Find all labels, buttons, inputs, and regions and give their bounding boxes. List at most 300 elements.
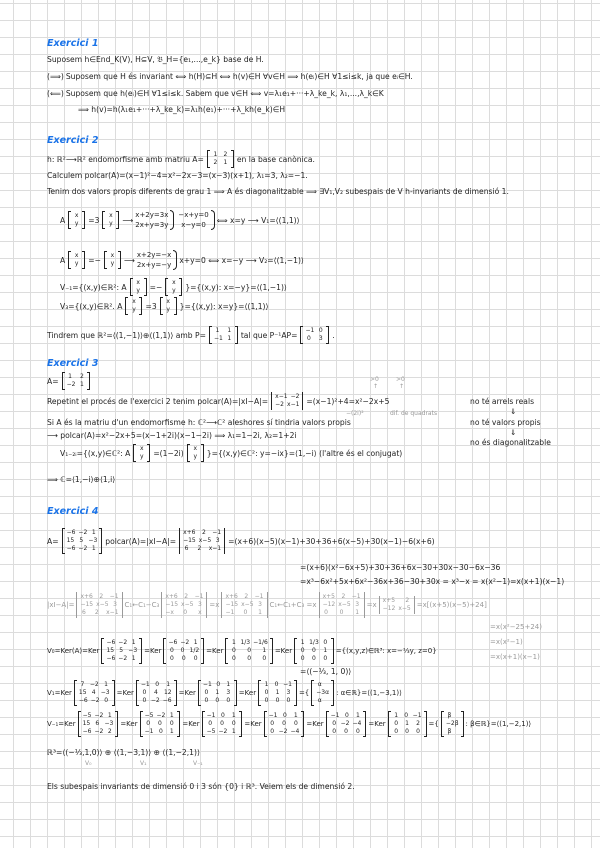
matrix-cell: 1/3 — [240, 639, 251, 646]
matrix-cell: y — [109, 220, 113, 227]
matrix-row — [130, 306, 137, 314]
math-text: =3 — [88, 215, 100, 225]
matrix-cell: −x — [165, 609, 174, 616]
matrix-cell: 1 — [405, 720, 409, 727]
matrix-cell: 12 — [163, 689, 172, 696]
matrix-cell: −1 — [109, 593, 119, 600]
matrix-cell: x — [132, 298, 136, 305]
ex2-line — [60, 278, 287, 296]
matrix-cell: −2 — [78, 545, 88, 552]
matrix-cell: 0 — [208, 720, 213, 727]
matrix-cell: −1 — [194, 593, 204, 600]
matrix-row — [130, 298, 137, 306]
math-text: ⟹ h(v)=h(λ₁e₁+···+λ_ke_k)=λ₁h(e₁)+···+λ_kh(e_k)∈H — [78, 105, 286, 114]
matrix-row — [446, 720, 459, 728]
matrix-cell: 0 — [323, 639, 328, 646]
math-text: ⟶ — [123, 255, 135, 265]
matrix-cell: 0 — [247, 647, 252, 654]
matrix-row — [269, 712, 300, 720]
matrix-cell: 0 — [293, 720, 298, 727]
matrix-row — [80, 609, 118, 617]
bracket-right — [112, 680, 115, 706]
matrix-cell: x−5 — [198, 537, 212, 544]
matrix-cell: −5 — [82, 712, 92, 719]
matrix — [68, 211, 85, 229]
equation-system — [135, 210, 174, 230]
matrix-cell: −3 — [88, 537, 98, 544]
brace-right — [211, 210, 215, 230]
exercise-4-heading: Exercici 4 — [47, 506, 99, 517]
matrix-cell: 1 — [213, 151, 218, 158]
matrix-body — [77, 680, 112, 706]
matrix-row — [73, 212, 80, 220]
matrix-cell: 0 — [146, 720, 151, 727]
matrix-row — [316, 689, 329, 697]
math-text: ⟶ — [122, 215, 134, 225]
equation: x+2y=3x — [135, 211, 169, 219]
math-text: Calculem polcar(A)=(x−1)²−4=x²−2x−3=(x−3)(x+1), λ₁=3, λ₂=−1. — [47, 171, 308, 180]
math-text: =Ker — [206, 646, 224, 655]
matrix-cell: −2 — [218, 728, 228, 735]
matrix-cell: 1 — [355, 712, 360, 719]
matrix-cell: x−1 — [275, 393, 288, 400]
matrix-row — [214, 327, 233, 335]
matrix-cell: 0 — [142, 689, 147, 696]
matrix-cell: −1 — [412, 712, 422, 719]
math-text: =Ker — [368, 719, 386, 728]
matrix-cell: −2β — [445, 720, 459, 727]
bracket-right — [179, 278, 182, 296]
matrix-cell: y — [166, 306, 170, 313]
math-text: Tenim dos valors propis diferents de grau 1 ⟹ A és diagonalitzable ⟹ ∃V₁,V₂ subespais de V h-invariants de dimensió 1. — [47, 187, 509, 196]
matrix — [209, 326, 238, 344]
matrix-cell: −2 — [66, 381, 76, 388]
matrix-cell: y — [193, 453, 198, 460]
ex2-line — [60, 210, 300, 230]
bracket-right — [118, 251, 121, 269]
matrix-cell: 0 — [270, 720, 275, 727]
matrix-cell: 2 — [197, 545, 202, 552]
matrix-row — [106, 655, 137, 663]
matrix-row — [212, 151, 229, 159]
matrix-cell: −6 — [78, 697, 88, 704]
matrix-cell: 1 — [131, 655, 136, 662]
ex2-line — [60, 297, 268, 315]
pencil-derivation — [490, 638, 523, 647]
matrix-cell: 0 — [394, 720, 399, 727]
ex3-line — [47, 475, 115, 484]
matrix-cell: −2 — [156, 712, 166, 719]
bracket-right — [301, 392, 303, 410]
matrix — [62, 528, 103, 554]
matrix-cell: 1 — [231, 728, 236, 735]
math-text: ={(x,y,z)∈ℝ³: x=−⅓y, z=0} — [335, 646, 437, 655]
matrix-row — [269, 728, 300, 736]
matrix-cell: −2 — [278, 728, 288, 735]
matrix-body — [65, 372, 88, 390]
matrix-body — [381, 596, 413, 614]
matrix-row — [73, 252, 80, 260]
matrix-row — [168, 655, 199, 663]
math-text: V₁₋₂ᵢ={(x,y)∈ℂ²: A — [60, 448, 131, 458]
pencil-note: −(2i)² — [346, 410, 364, 417]
matrix-cell: 1 — [193, 639, 198, 646]
matrix-row — [275, 401, 299, 409]
matrix-cell: α — [317, 697, 322, 704]
matrix-row — [109, 252, 116, 260]
matrix-cell: x — [198, 609, 202, 616]
matrix-row — [316, 681, 329, 689]
matrix-cell: 1 — [300, 639, 305, 646]
matrix-cell: 0 — [243, 609, 248, 616]
matrix-body — [65, 528, 100, 554]
matrix-cell: x−1 — [106, 609, 119, 616]
pencil-note: >0 — [396, 376, 405, 383]
ex2-line — [60, 250, 304, 270]
equation: x+2y=−x — [136, 251, 172, 259]
matrix-row — [393, 728, 422, 736]
matrix — [62, 372, 91, 390]
ex1-line — [78, 105, 285, 114]
matrix-cell: y — [132, 306, 136, 313]
matrix-cell: 0 — [318, 327, 323, 334]
matrix-cell: 0 — [416, 728, 420, 735]
matrix-body — [133, 278, 144, 296]
matrix-row — [230, 647, 267, 655]
matrix-body — [223, 592, 265, 618]
matrix-row — [225, 609, 263, 617]
matrix-cell: −2 — [290, 393, 300, 400]
equation: −x+y=0 — [178, 211, 209, 219]
matrix-row — [106, 647, 137, 655]
matrix-cell: 1 — [80, 381, 84, 388]
matrix-body — [107, 251, 118, 269]
bracket-right — [363, 711, 366, 737]
matrix-cell: y — [74, 220, 79, 227]
math-text: =(x+6)(x−5)(x−1)+30+36+6(x−5)+30(x−1)−6(x+6) — [228, 536, 435, 546]
matrix-row — [141, 681, 172, 689]
matrix — [294, 638, 334, 664]
matrix-row — [263, 689, 292, 697]
matrix-body — [303, 326, 326, 344]
matrix — [441, 711, 464, 737]
equation: 2x+y=3y — [135, 221, 169, 229]
math-text: : α∈ℝ}=⟨(1,−3,1)⟩ — [336, 688, 402, 697]
matrix-cell: 0 — [264, 697, 269, 704]
pencil-derivation — [490, 623, 542, 632]
matrix-cell: 1 — [258, 609, 262, 616]
matrix-cell: 6 — [95, 720, 100, 727]
matrix-cell: 0 — [286, 697, 291, 704]
determinant — [319, 592, 365, 618]
math-text: =x — [209, 600, 220, 609]
determinant — [76, 592, 122, 618]
bracket-right — [201, 444, 204, 462]
matrix-cell: −3 — [128, 647, 138, 654]
matrix-cell: 1 — [394, 712, 399, 719]
matrix — [311, 680, 334, 706]
math-text: C₁←C₁−C₃ — [124, 600, 160, 609]
matrix-cell: −2 — [118, 639, 128, 646]
matrix-cell: 0 — [180, 647, 185, 654]
matrix-body — [71, 251, 82, 269]
matrix-body — [166, 638, 201, 664]
matrix-cell: 0 — [262, 655, 267, 662]
matrix — [101, 638, 142, 664]
bracket-right — [239, 711, 242, 737]
matrix-row — [165, 306, 172, 314]
matrix-row — [67, 537, 98, 545]
math-text: A= — [47, 536, 59, 546]
matrix-cell: 0 — [220, 720, 224, 727]
math-text: =− — [149, 282, 163, 292]
matrix-body — [314, 680, 331, 706]
matrix-cell: −15 — [80, 601, 94, 608]
math-text: }={(x,y): x=y}=⟨(1,1)⟩ — [179, 301, 269, 311]
matrix-row — [275, 393, 299, 401]
matrix-row — [230, 639, 267, 647]
math-text: =Ker — [306, 719, 324, 728]
matrix-cell: x — [172, 279, 176, 286]
bracket-right — [270, 638, 273, 664]
matrix-row — [141, 697, 172, 705]
matrix-cell: −6 — [168, 639, 178, 646]
ex1-line — [47, 72, 413, 81]
matrix-row — [316, 697, 329, 705]
matrix-cell: 0 — [282, 720, 286, 727]
matrix-cell: −6 — [82, 728, 92, 735]
matrix-cell: 0 — [232, 647, 236, 654]
matrix-row — [79, 697, 110, 705]
matrix-cell: 0 — [204, 697, 209, 704]
ex4-line — [47, 680, 402, 706]
matrix-row — [170, 279, 177, 287]
matrix-cell: 1 — [169, 712, 174, 719]
matrix-body — [190, 444, 201, 462]
bracket-right — [331, 638, 334, 664]
matrix-body — [136, 444, 147, 462]
matrix-row — [393, 712, 422, 720]
math-text: ={ — [428, 719, 439, 728]
math-text: =(1−2i) — [153, 448, 184, 458]
matrix-cell: 0 — [332, 720, 337, 727]
matrix-row — [446, 712, 459, 720]
math-text: Si A és la matriu d'un endomorfisme h: ℂ²⟶ℂ² aleshores sí tindria valors propis — [47, 418, 351, 427]
matrix — [388, 711, 427, 737]
matrix-cell: x+5 — [382, 597, 396, 604]
matrix-cell: 0 — [339, 609, 344, 616]
matrix-cell: 2 — [99, 593, 104, 600]
pencil-derivation — [47, 592, 487, 618]
bracket-right — [363, 592, 365, 618]
matrix-cell: 15 — [106, 647, 115, 654]
matrix-cell: β — [447, 712, 452, 719]
matrix — [165, 278, 182, 296]
matrix-row — [83, 720, 114, 728]
matrix-body — [329, 711, 364, 737]
determinant — [271, 392, 303, 410]
ex4-line — [47, 748, 200, 757]
math-text: =Ker — [182, 719, 200, 728]
bracket-right — [326, 326, 329, 344]
matrix-cell: 7 — [80, 681, 85, 688]
exercise-1-heading: Exercici 1 — [47, 38, 99, 49]
matrix-body — [128, 297, 139, 315]
matrix-row — [135, 287, 142, 295]
matrix-cell: 1/2 — [189, 647, 200, 654]
matrix-cell: −3 — [104, 720, 114, 727]
bracket-right — [82, 211, 85, 229]
matrix — [140, 711, 181, 737]
matrix-row — [203, 689, 232, 697]
matrix-cell: 0 — [355, 728, 360, 735]
matrix-row — [67, 529, 98, 537]
equation: x−y=0 — [181, 221, 206, 229]
side-note: no té valors propis — [470, 418, 541, 427]
matrix-cell: 0 — [204, 689, 209, 696]
matrix — [258, 680, 297, 706]
math-text: =Ker — [116, 688, 134, 697]
matrix-cell: 0 — [283, 712, 287, 719]
math-text: tal que P⁻¹AP= — [240, 330, 298, 340]
matrix-cell: 1 — [226, 681, 231, 688]
bracket-right — [223, 528, 225, 554]
math-text: }={(x,y): x=−y}=⟨(1,−1)⟩ — [185, 282, 287, 292]
matrix-cell: 0 — [345, 712, 349, 719]
math-text: =x³−6x²+5x+6x²−36x+36−30+30x = x³−x = x(x²−1)=x(x+1)(x−1) — [300, 577, 565, 586]
matrix-cell: x−5 — [398, 605, 411, 612]
matrix-cell: x — [193, 445, 198, 452]
matrix-cell: 0 — [247, 655, 252, 662]
matrix-body — [273, 392, 301, 410]
side-arrow: ⇓ — [510, 428, 517, 437]
ex2-line — [47, 171, 308, 180]
matrix-row — [107, 220, 114, 228]
matrix-cell: 0 — [158, 720, 162, 727]
bracket-right — [144, 278, 147, 296]
matrix-row — [145, 712, 176, 720]
matrix-row — [203, 697, 232, 705]
matrix-cell: −2 — [118, 655, 128, 662]
matrix-cell: 1 — [355, 609, 360, 616]
matrix-row — [145, 728, 176, 736]
matrix-row — [305, 327, 324, 335]
matrix-cell: −6 — [106, 655, 116, 662]
matrix-cell: −2 — [340, 720, 350, 727]
matrix-cell: 15 — [66, 537, 75, 544]
matrix-cell: −4 — [352, 720, 362, 727]
math-text: h: ℝ²⟶ℝ² endomorfisme amb matriu A= — [47, 154, 204, 164]
matrix-row — [263, 681, 292, 689]
determinant — [179, 528, 225, 554]
matrix-body — [104, 638, 139, 664]
matrix-cell: 2 — [244, 593, 249, 600]
matrix-cell: 1 — [169, 728, 174, 735]
matrix-body — [261, 680, 294, 706]
matrix-row — [79, 681, 110, 689]
equation-system — [137, 250, 177, 270]
math-text: =⟨(−⅓, 1, 0)⟩ — [300, 667, 352, 676]
math-text: V₀=Ker(A)=Ker — [47, 646, 100, 655]
bracket-right — [121, 592, 123, 618]
matrix-cell: 0 — [215, 697, 220, 704]
bracket-right — [87, 372, 90, 390]
matrix-body — [78, 592, 120, 618]
math-text: =x(x²−25+24) — [490, 623, 542, 631]
matrix-row — [383, 597, 411, 605]
matrix-cell: −6 — [66, 545, 76, 552]
matrix-cell: 2 — [213, 159, 218, 166]
matrix — [125, 297, 142, 315]
matrix-cell: 4 — [91, 689, 96, 696]
determinant — [379, 596, 415, 614]
matrix-cell: 2 — [405, 597, 410, 604]
matrix-row — [83, 712, 114, 720]
matrix-cell: −12 — [382, 605, 396, 612]
matrix-cell: 0 — [405, 728, 409, 735]
matrix-cell: 0 — [323, 655, 328, 662]
matrix-cell: −1 — [351, 593, 361, 600]
matrix-cell: 0 — [300, 655, 305, 662]
math-text: =x[(x+5)(x−5)+24] — [416, 600, 487, 609]
matrix-cell: 1 — [262, 647, 267, 654]
matrix-row — [446, 728, 459, 736]
ex2-line — [47, 187, 509, 196]
math-text: Suposem que H és invariant ⟺ h(H)⊆H ⟺ h(v)∈H ∀v∈H ⟹ h(eᵢ)∈H ∀1≤i≤k, ja que eᵢ∈H. — [65, 72, 413, 81]
matrix-cell: 1/3 — [309, 639, 319, 646]
math-text: : β∈ℝ}=⟨(1,−2,1)⟩ — [465, 719, 532, 728]
matrix-cell: 3 — [226, 689, 231, 696]
matrix-row — [230, 655, 267, 663]
matrix-cell: 3 — [318, 335, 323, 342]
matrix-body — [267, 711, 302, 737]
math-text: =Ker — [144, 646, 162, 655]
matrix-cell: 1 — [227, 327, 232, 334]
matrix-cell: y — [172, 287, 176, 294]
matrix-cell: 0 — [312, 655, 316, 662]
matrix-cell: 1 — [104, 681, 108, 688]
matrix-row — [135, 279, 142, 287]
bracket-right — [301, 711, 304, 737]
matrix-cell: 1 — [68, 373, 72, 380]
pencil-derivation — [490, 653, 540, 662]
matrix-cell: 0 — [158, 728, 163, 735]
matrix-cell: 6 — [82, 609, 86, 616]
matrix-cell: 1 — [232, 639, 236, 646]
matrix-row — [83, 728, 114, 736]
matrix-cell: 4 — [154, 689, 158, 696]
matrix-cell: 1 — [275, 689, 280, 696]
matrix-row — [183, 529, 221, 537]
matrix-body — [201, 680, 234, 706]
matrix-body — [210, 150, 231, 168]
matrix-cell: 1 — [131, 639, 136, 646]
matrix-cell: 0 — [264, 689, 269, 696]
matrix-cell: −1/6 — [253, 639, 268, 646]
matrix-row — [109, 260, 116, 268]
matrix — [207, 150, 234, 168]
matrix-cell: 3 — [198, 601, 202, 608]
matrix-cell: −2 — [150, 697, 160, 704]
matrix-row — [263, 697, 292, 705]
side-note: no és diagonalitzable — [470, 438, 551, 447]
matrix-row — [165, 298, 172, 306]
matrix-cell: −1 — [225, 609, 235, 616]
matrix-cell: x — [110, 252, 115, 259]
math-text: =Ker — [244, 719, 262, 728]
math-text: =− — [88, 255, 101, 265]
bracket-right — [266, 592, 268, 618]
